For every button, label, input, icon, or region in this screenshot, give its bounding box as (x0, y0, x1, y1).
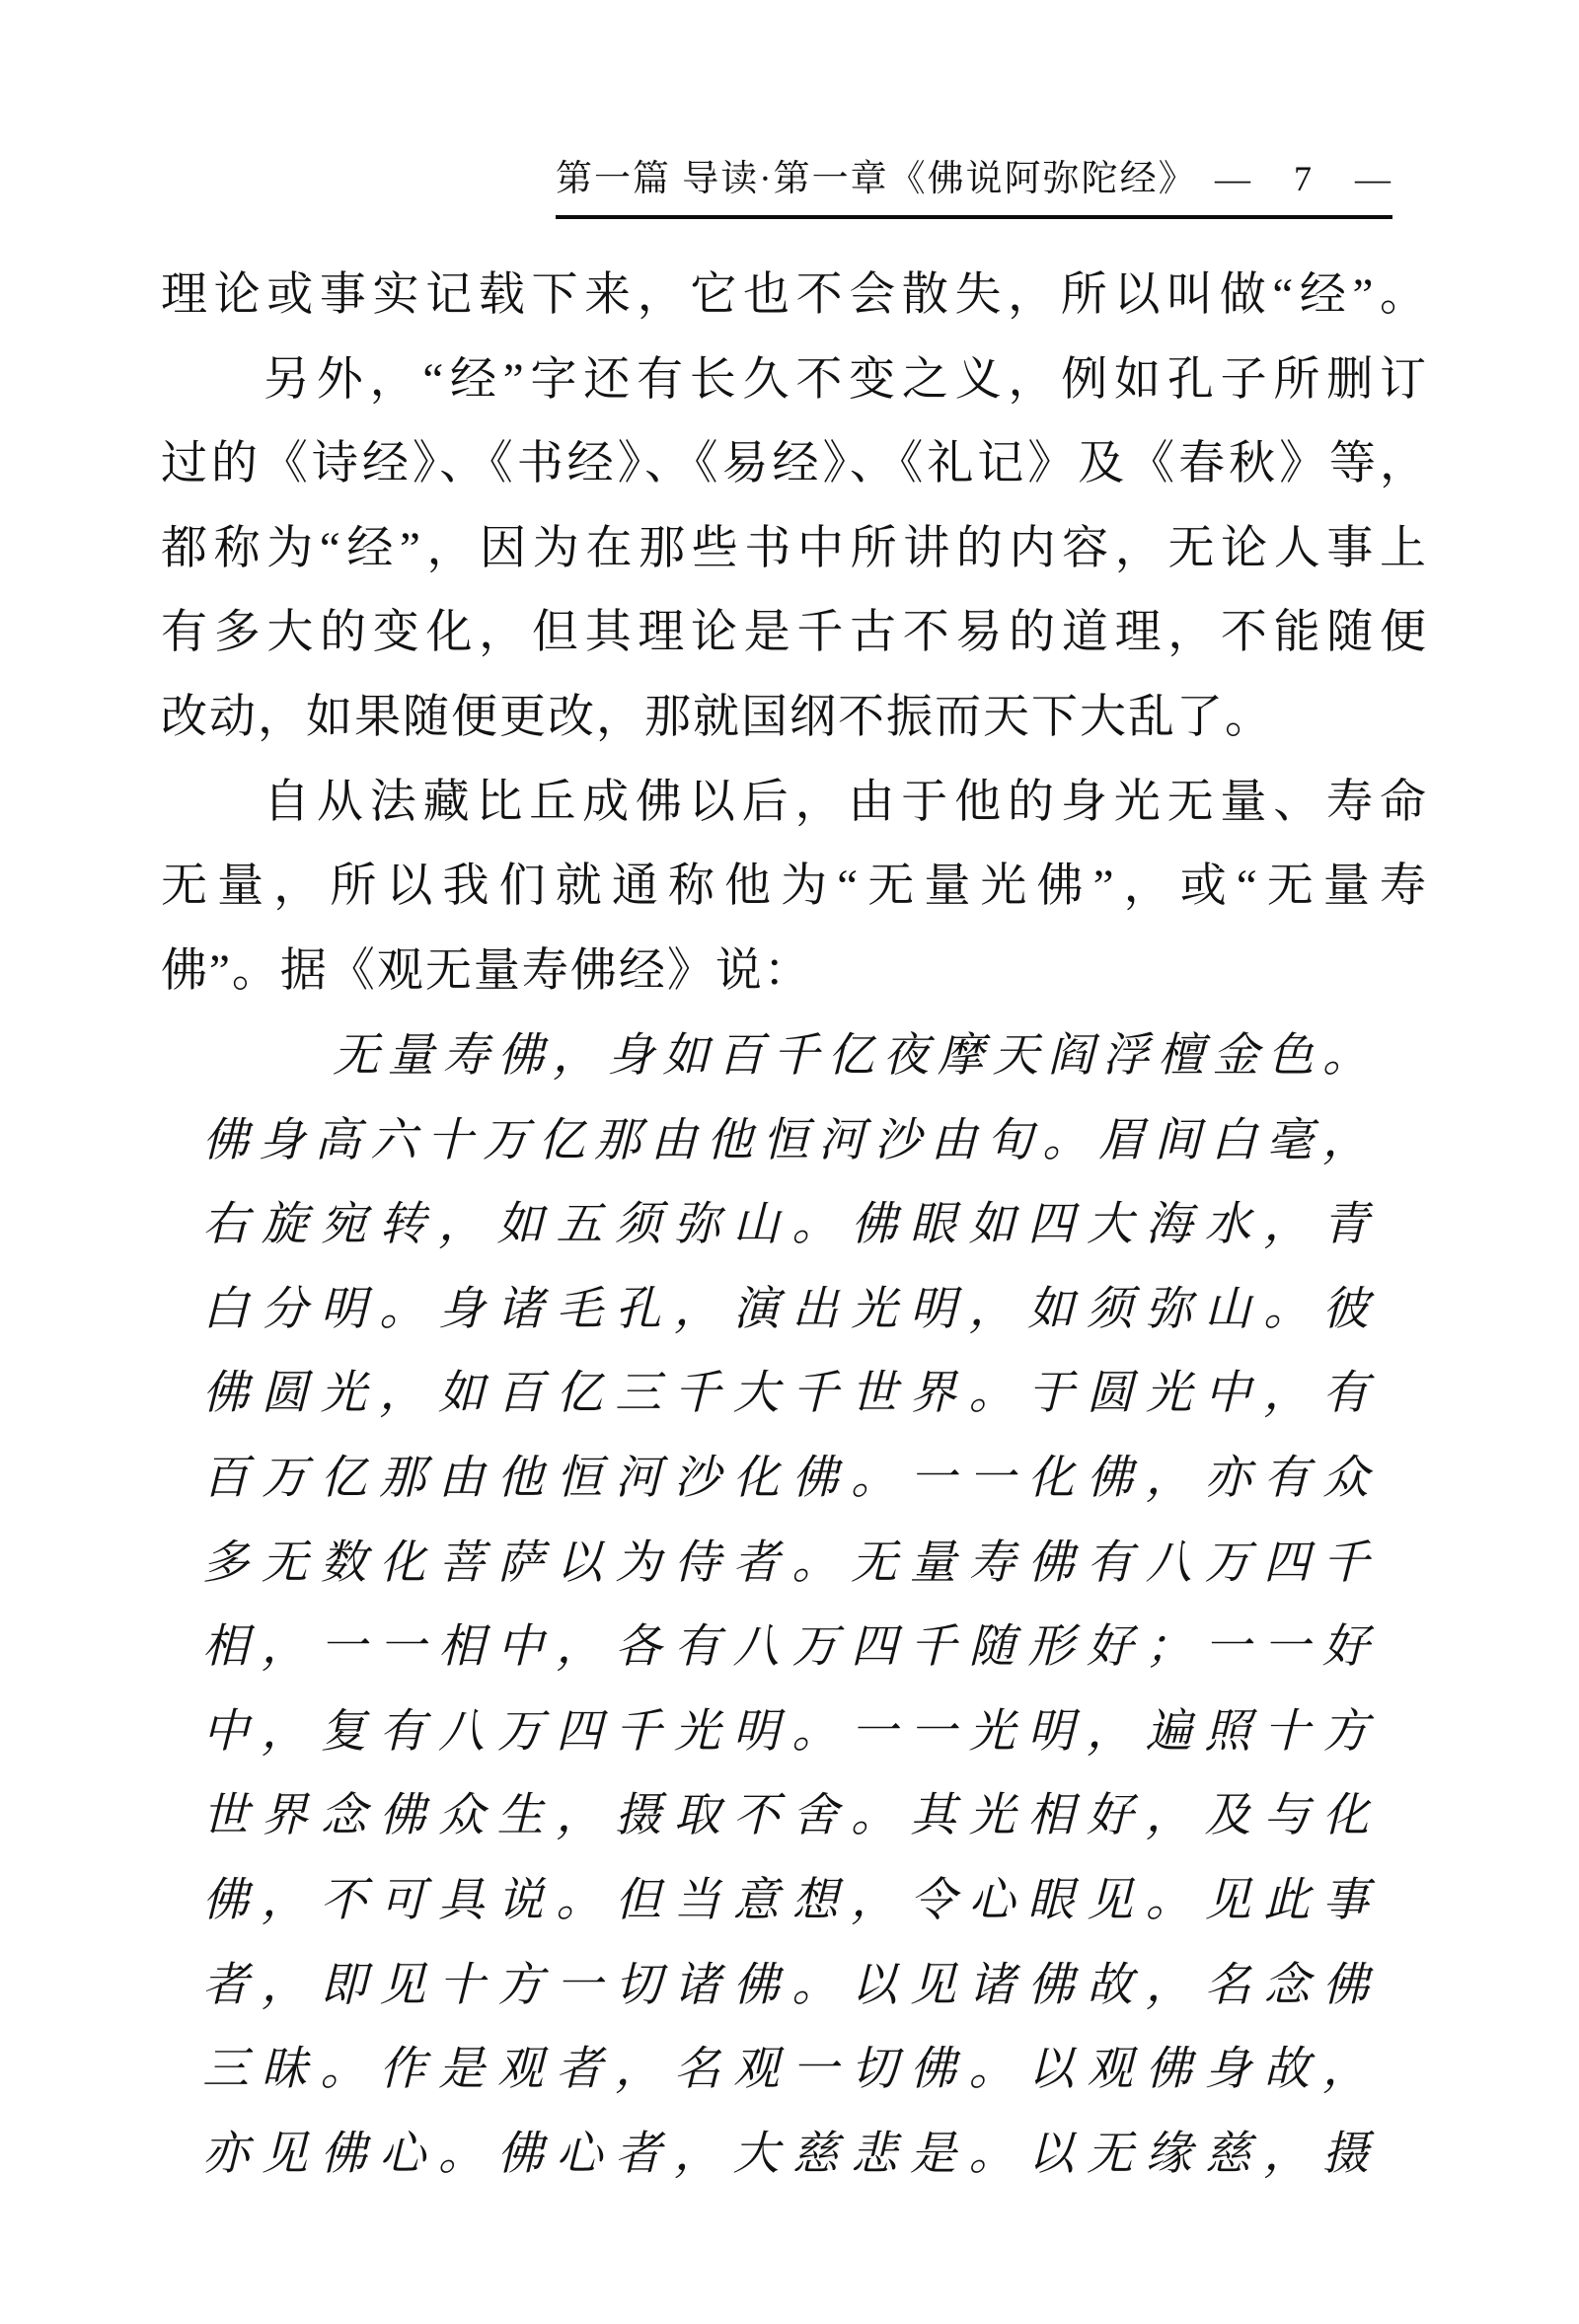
text-line: 右旋宛转，如五须弥山。佛眼如四大海水，青 (202, 1199, 1375, 1251)
text-line: 者，即见十方一切诸佛。以见诸佛故，名念佛 (202, 1959, 1375, 2011)
text-line: 佛”。据《观无量寿佛经》说： (161, 944, 812, 997)
page-number-dash-left: — (1215, 159, 1252, 198)
sutra-quote (202, 1014, 1375, 2197)
main-text (161, 254, 1428, 1013)
text-line: 三昧。作是观者，名观一切佛。以观佛身故， (202, 2044, 1375, 2096)
page-number-dash-right: — (1355, 159, 1392, 198)
text-line: 无量寿佛，身如百千亿夜摩天阎浮檀金色。 (333, 1030, 1375, 1082)
text-line: 过的《诗经》、《书经》、《易经》、《礼记》及《春秋》等， (161, 438, 1428, 490)
text-line: 自从法藏比丘成佛以后，由于他的身光无量、寿命 (263, 776, 1428, 828)
text-line: 有多大的变化，但其理论是千古不易的道理，不能随便 (161, 607, 1428, 659)
text-line: 亦见佛心。佛心者，大慈悲是。以无缘慈，摄 (202, 2128, 1375, 2180)
running-header (556, 148, 1392, 219)
text-line: 改动，如果随便更改，那就国纲不振而天下大乱了。 (161, 691, 1273, 743)
text-line: 世界念佛众生，摄取不舍。其光相好，及与化 (202, 1790, 1375, 1842)
text-line: 多无数化菩萨以为侍者。无量寿佛有八万四千 (202, 1537, 1375, 1589)
text-line: 中，复有八万四千光明。一一光明，遍照十方 (202, 1705, 1375, 1758)
page-number: 7 (1294, 159, 1314, 198)
text-line: 相，一一相中，各有八万四千随形好；一一好 (202, 1621, 1375, 1674)
page-number-group (1215, 158, 1392, 199)
text-line: 佛，不可具说。但当意想，令心眼见。见此事 (202, 1874, 1375, 1926)
text-line: 另外，“经”字还有长久不变之义，例如孔子所删订 (263, 353, 1428, 406)
text-line: 佛身高六十万亿那由他恒河沙由旬。眉间白毫， (202, 1114, 1375, 1166)
text-line: 都称为“经”，因为在那些书中所讲的内容，无论人事上 (161, 522, 1428, 574)
text-line: 无量，所以我们就通称他为“无量光佛”，或“无量寿 (161, 861, 1428, 913)
text-line: 理论或事实记载下来，它也不会散失，所以叫做“经”。 (161, 269, 1428, 321)
text-line: 白分明。身诸毛孔，演出光明，如须弥山。彼 (202, 1283, 1375, 1335)
text-line: 百万亿那由他恒河沙化佛。一一化佛，亦有众 (202, 1452, 1375, 1504)
text-line: 佛圆光，如百亿三千大千世界。于圆光中，有 (202, 1368, 1375, 1420)
running-header-title: 第一篇 导读·第一章《佛说阿弥陀经》 (556, 159, 1197, 199)
